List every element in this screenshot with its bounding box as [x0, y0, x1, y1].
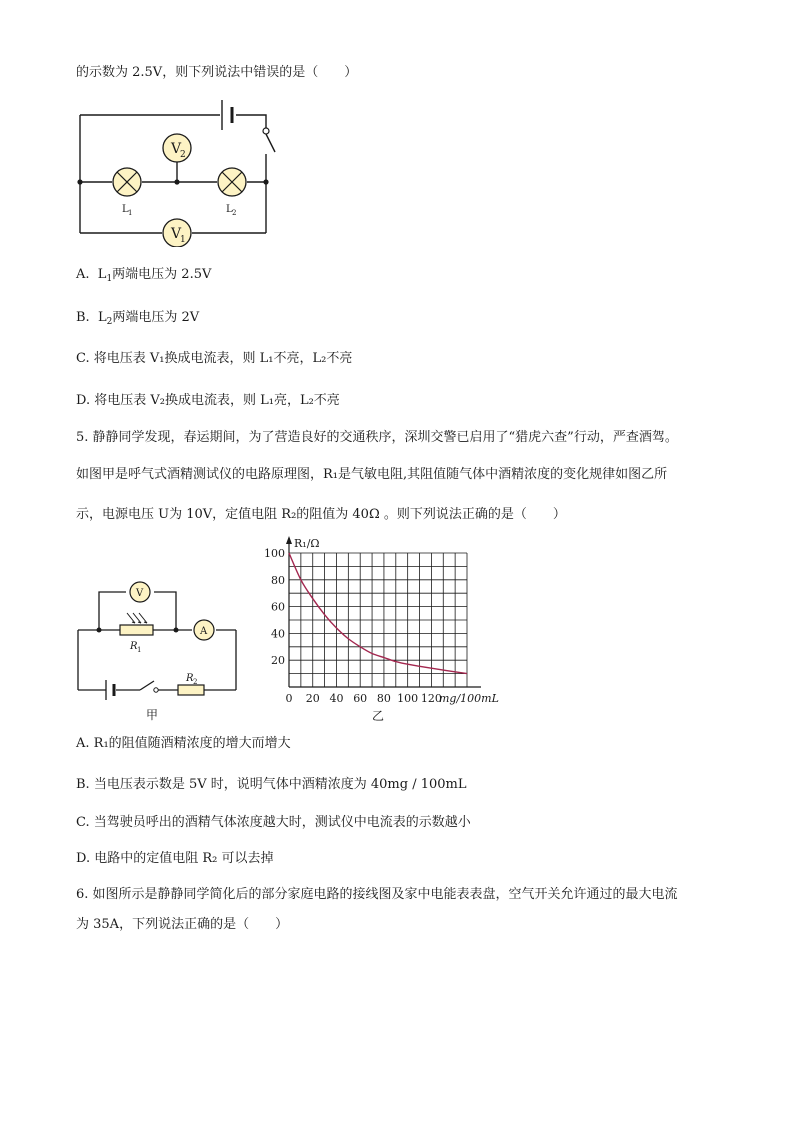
y-axis-label: R₁/Ω [294, 537, 320, 550]
voltmeter-v1 [163, 219, 191, 247]
x-tick-label: 20 [305, 692, 320, 705]
svg-text:2: 2 [180, 150, 186, 160]
resistor-r2 [178, 685, 204, 695]
switch-contact [263, 128, 269, 134]
svg-text:R: R [130, 641, 138, 652]
q5-option-b: B. 当电压表示数是 5V 时，说明气体中酒精浓度为 40mg / 100mL [76, 777, 467, 792]
x-tick-label: 60 [353, 692, 368, 705]
q4-option-c: C. 将电压表 V₁换成电流表，则 L₁不亮，L₂不亮 [76, 351, 353, 366]
q5-option-a: A. R₁的阻值随酒精浓度的增大而增大 [76, 736, 291, 751]
svg-text:V: V [171, 141, 182, 157]
y-tick-label: 20 [271, 654, 285, 668]
svg-text:2: 2 [193, 678, 198, 686]
svg-text:1: 1 [128, 209, 133, 217]
svg-text:V: V [171, 226, 182, 242]
resistor-r1 [120, 625, 153, 635]
y-tick-label: 80 [271, 573, 285, 587]
figure-a-caption: 甲 [146, 708, 159, 722]
q5-stem-line1: 5. 静静同学发现，春运期间，为了营造良好的交通秩序，深圳交警已启用了“猎虎六查”行动，严查酒驾。 [76, 430, 678, 445]
x-tick-label: 100 [397, 692, 419, 705]
q6-stem-line1: 6. 如图所示是静静同学简化后的部分家庭电路的接线图及家中电能表表盘，空气开关允许通过的最大电流 [76, 887, 678, 902]
svg-text:2: 2 [232, 209, 237, 217]
lamp-l1 [113, 168, 141, 217]
figure-b-caption: 乙 [372, 709, 385, 723]
q4-option-d: D. 将电压表 V₂换成电流表，则 L₁亮，L₂不亮 [76, 393, 340, 408]
light-arrows-icon [127, 613, 147, 623]
lamp-l2 [218, 168, 246, 217]
q5-option-c: C. 当驾驶员呼出的酒精气体浓度越大时，测试仪中电流表的示数越小 [76, 815, 471, 830]
q5-stem-line3: 示，电源电压 U为 10V，定值电阻 R₂的阻值为 40Ω 。则下列说法正确的是（ ） [76, 507, 566, 522]
x-axis-label: mg/100mL [439, 692, 499, 705]
x-tick-label: 40 [329, 692, 344, 705]
q6-stem-line2: 为 35A，下列说法正确的是（ ） [76, 917, 289, 932]
q5-option-d: D. 电路中的定值电阻 R₂ 可以去掉 [76, 851, 274, 866]
ammeter [194, 620, 214, 640]
svg-text:L: L [226, 204, 233, 215]
q4-option-b: B. $L_2$两端电压为 2V [76, 310, 200, 327]
y-tick-label: 100 [264, 547, 285, 560]
svg-text:1: 1 [180, 235, 186, 245]
q5-resistance-concentration-chart [262, 532, 507, 727]
x-tick-label: 120 [420, 692, 442, 705]
q4-option-a: A. $L_1$两端电压为 2.5V [76, 267, 212, 284]
y-tick-label: 60 [271, 600, 285, 614]
svg-text:1: 1 [137, 646, 142, 654]
svg-text:R: R [186, 673, 194, 684]
x-tick-label: 80 [376, 692, 391, 705]
voltmeter-v2 [163, 134, 191, 162]
resistance-curve [289, 553, 467, 674]
svg-text:L: L [122, 204, 129, 215]
y-axis-arrow [286, 536, 292, 544]
q4-stem-tail: 的示数为 2.5V，则下列说法中错误的是（ ） [76, 65, 358, 80]
y-tick-label: 40 [271, 627, 285, 641]
q5-stem-line2: 如图甲是呼气式酒精测试仪的电路原理图，R₁是气敏电阻,其阻值随气体中酒精浓度的变化规律如图乙所 [76, 467, 668, 482]
switch-contact [154, 688, 158, 692]
q5-circuit-diagram-a [70, 575, 245, 725]
svg-text:V: V [136, 588, 144, 599]
voltmeter [130, 582, 150, 602]
svg-text:A: A [200, 626, 208, 637]
x-tick-label: 0 [285, 692, 293, 705]
q4-circuit-diagram [70, 92, 280, 247]
